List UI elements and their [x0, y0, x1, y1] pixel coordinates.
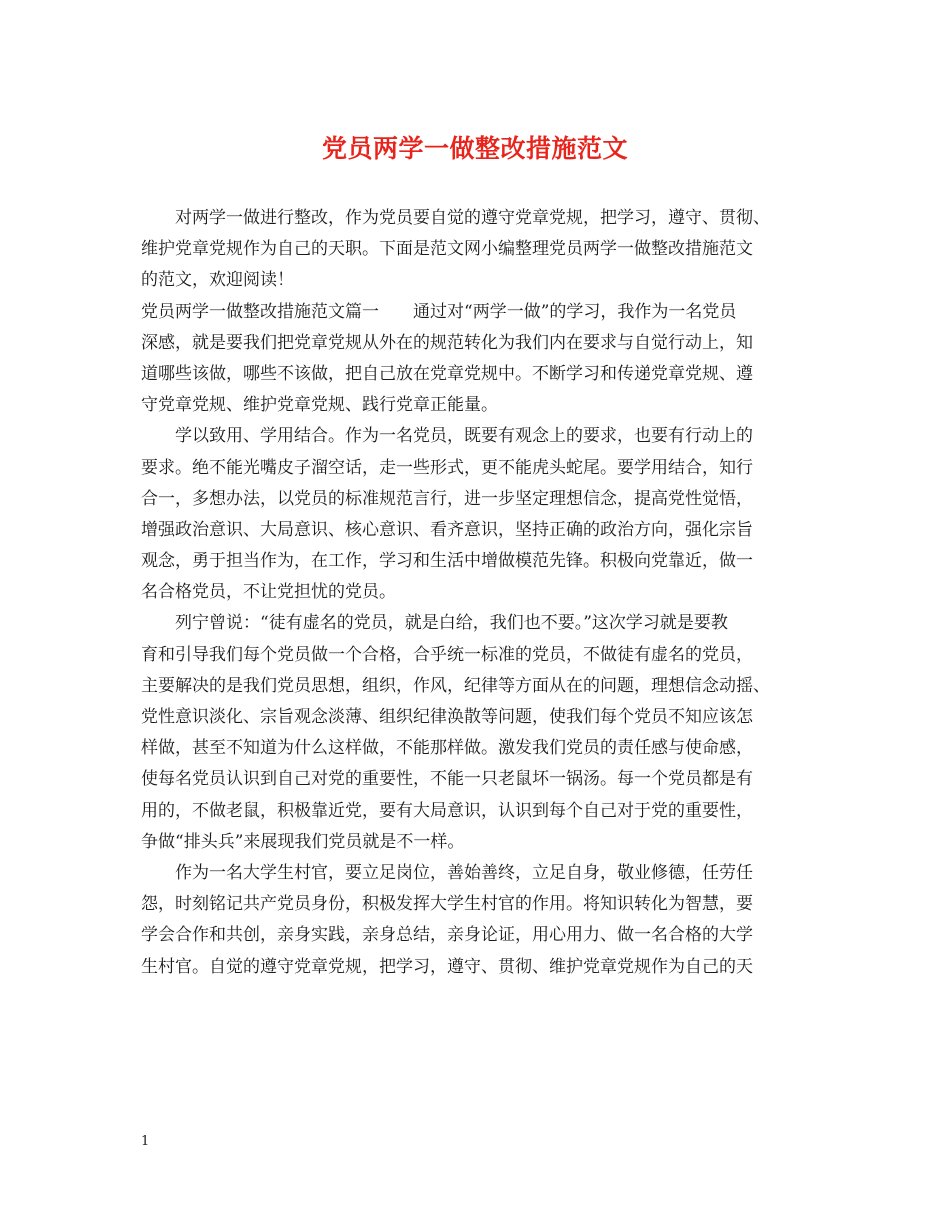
section-heading-line [141, 297, 821, 328]
text-line: 道哪些该做，哪些不该做，把自己放在党章党规中。不断学习和传递党章党规、遵 [141, 363, 753, 384]
text-line: 的范文，欢迎阅读！ [141, 270, 294, 291]
text-line: 怨，时刻铭记共产党员身份，积极发挥大学生村官的作用。将知识转化为智慧，要 [141, 894, 753, 915]
page-number: 1 [141, 1134, 150, 1149]
document-body [141, 203, 821, 983]
text-line: 党性意识淡化、宗旨观念淡薄、组织纪律涣散等问题，使我们每个党员不知应该怎 [141, 707, 753, 727]
text-segment: 通过对“两学一做”的学习，我作为一名党员 [413, 301, 737, 322]
text-line: 作为一名大学生村官，要立足岗位，善始善终，立足自身，敬业修德，任劳任 [175, 862, 753, 883]
text-line: 用的，不做老鼠，积极靠近党，要有大局意识，认识到每个自己对于党的重要性， [141, 800, 753, 821]
text-line: 深感，就是要我们把党章党规从外在的规范转化为我们内在要求与自觉行动上，知 [141, 332, 753, 353]
text-line: 学会合作和共创，亲身实践，亲身总结，亲身论证，用心用力、做一名合格的大学 [141, 925, 753, 946]
text-line: 生村官。自觉的遵守党章党规，把学习，遵守、贯彻、维护党章党规作为自己的天 [141, 956, 753, 977]
text-line: 育和引导我们每个党员做一个合格，合乎统一标准的党员，不做徒有虚名的党员， [141, 644, 753, 665]
text-line: 观念，勇于担当作为，在工作，学习和生活中增做模范先锋。积极向党靠近，做一 [141, 551, 753, 572]
section-heading: 党员两学一做整改措施范文篇一 [141, 301, 379, 322]
page-title: 党员两学一做整改措施范文 [321, 134, 628, 163]
text-line: 学以致用、学用结合。作为一名党员，既要有观念上的要求，也要有行动上的 [175, 426, 753, 447]
text-line: 名合格党员，不让党担忧的党员。 [141, 582, 396, 603]
text-line: 对两学一做进行整改，作为党员要自觉的遵守党章党规，把学习，遵守、贯彻、 [175, 208, 770, 228]
text-line: 样做，甚至不知道为什么这样做，不能那样做。激发我们党员的责任感与使命感， [141, 738, 753, 759]
text-line: 增强政治意识、大局意识、核心意识、看齐意识，坚持正确的政治方向，强化宗旨 [141, 519, 753, 540]
text-line: 主要解决的是我们党员思想，组织，作风，纪律等方面从在的问题，理想信念动摇、 [141, 675, 770, 696]
text-line: 使每名党员认识到自己对党的重要性，不能一只老鼠坏一锅汤。每一个党员都是有 [141, 769, 753, 790]
text-line: 争做“排头兵”来展现我们党员就是不一样。 [141, 831, 465, 852]
text-line: 列宁曾说：“徒有虚名的党员，就是白给，我们也不要。”这次学习就是要教 [175, 613, 728, 634]
text-line: 维护党章党规作为自己的天职。下面是范文网小编整理党员两学一做整改措施范文 [141, 239, 753, 260]
text-line: 守党章党规、维护党章党规、践行党章正能量。 [141, 395, 498, 416]
text-line: 要求。绝不能光嘴皮子溜空话，走一些形式，更不能虎头蛇尾。要学用结合，知行 [141, 457, 753, 478]
text-line: 合一，多想办法，以党员的标准规范言行，进一步坚定理想信念，提高党性觉悟， [141, 488, 753, 509]
